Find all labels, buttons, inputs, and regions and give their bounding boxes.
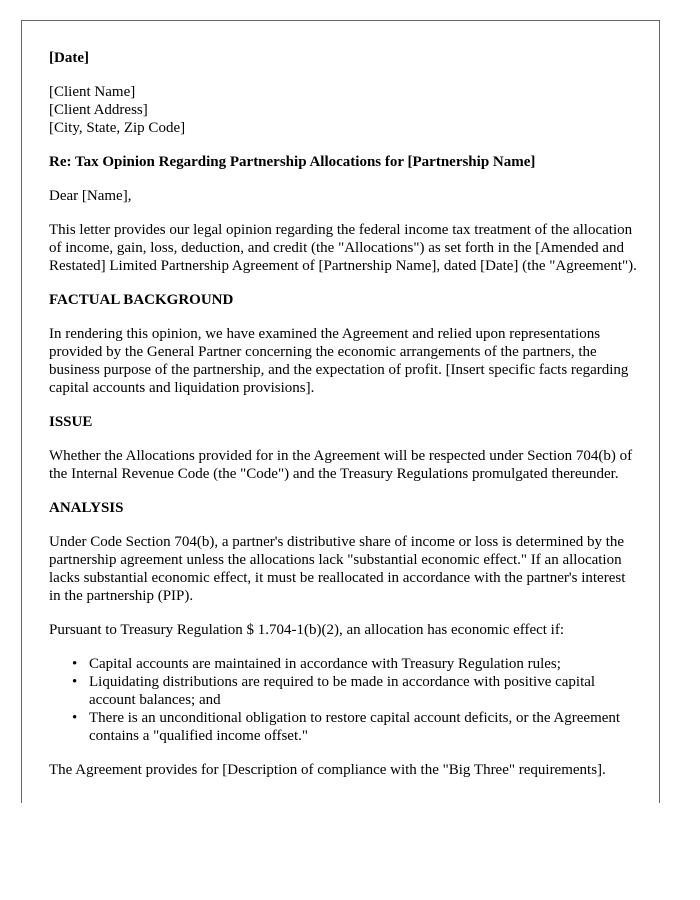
bullet-icon: • xyxy=(72,674,78,690)
economic-effect-requirements-list xyxy=(49,655,637,745)
list-item xyxy=(72,673,637,709)
intro-paragraph: This letter provides our legal opinion regarding the federal income tax treatment of the allocation of income, gain, loss, deduction, and credit (the "Allocations") as set forth in the [Amended and Restated] Limited Partnership Agreement of [Partnership Name], dated [Date] (the "Agreement"). xyxy=(49,222,637,274)
list-item xyxy=(72,709,637,745)
subject-line: Re: Tax Opinion Regarding Partnership Allocations for [Partnership Name] xyxy=(49,154,536,170)
recipient-name: [Client Name] xyxy=(49,84,136,100)
list-item xyxy=(72,655,637,673)
factual-background-paragraph: In rendering this opinion, we have examined the Agreement and relied upon representations provided by the General Partner concerning the economic arrangements of the partners, the business purpose of the partnership, and the expectation of profit. [Insert specific facts regarding capital accounts and liquidation provisions]. xyxy=(49,326,629,396)
recipient-city-state-zip: [City, State, Zip Code] xyxy=(49,120,186,136)
analysis-heading: ANALYSIS xyxy=(49,500,124,516)
issue-paragraph: Whether the Allocations provided for in the Agreement will be respected under Section 704(b) of the Internal Revenue Code (the "Code") and the Treasury Regulations promulgated thereunder. xyxy=(49,448,633,482)
list-item-text: Liquidating distributions are required to be made in accordance with positive capital account balances; and xyxy=(89,674,596,708)
letter-date: [Date] xyxy=(49,50,89,66)
issue-heading: ISSUE xyxy=(49,414,93,430)
recipient-street: [Client Address] xyxy=(49,102,148,118)
bullet-icon: • xyxy=(72,710,78,726)
analysis-paragraph: Under Code Section 704(b), a partner's distributive share of income or loss is determined by the partnership agreement unless the allocations lack "substantial economic effect." If an allocation lacks substantial economic effect, it must be reallocated in accordance with the partner's interest in the partnership (PIP). xyxy=(49,534,626,604)
letter-body xyxy=(49,49,637,795)
list-item-text: Capital accounts are maintained in accordance with Treasury Regulation rules; xyxy=(89,656,561,672)
regulation-intro-paragraph: Pursuant to Treasury Regulation $ 1.704-1(b)(2), an allocation has economic effect if: xyxy=(49,622,565,638)
salutation: Dear [Name], xyxy=(49,188,132,204)
factual-background-heading: FACTUAL BACKGROUND xyxy=(49,292,234,308)
bullet-icon: • xyxy=(72,656,78,672)
truncated-paragraph: The Agreement provides for [Description of compliance with the "Big Three" requirements]. xyxy=(49,762,606,778)
recipient-address xyxy=(49,83,637,137)
list-item-text: There is an unconditional obligation to restore capital account deficits, or the Agreement contains a "qualified income offset." xyxy=(89,710,621,744)
letter-page xyxy=(21,20,660,803)
